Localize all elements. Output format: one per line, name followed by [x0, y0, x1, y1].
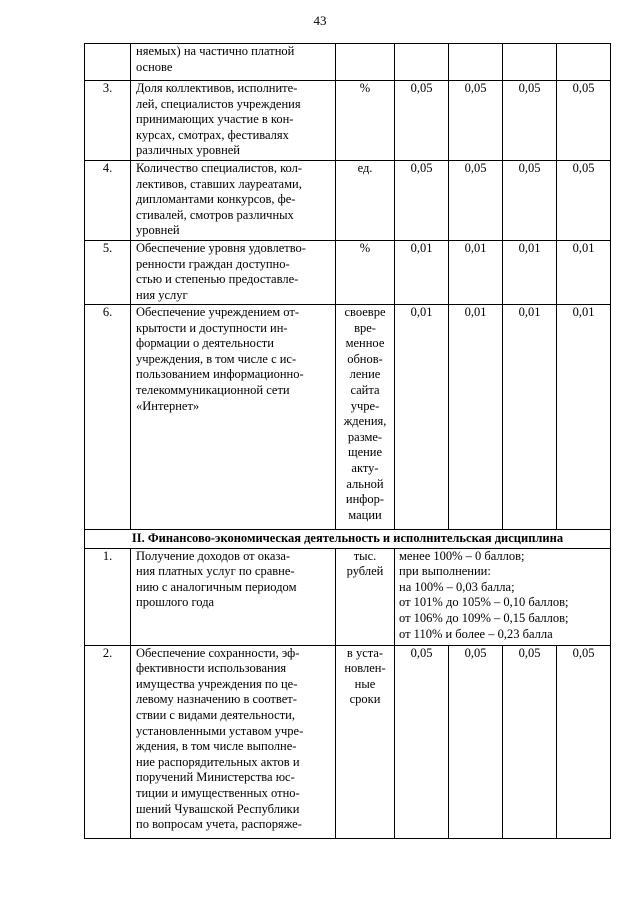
value-cell — [395, 44, 449, 81]
unit-cell: % — [336, 241, 395, 305]
value-cell — [449, 44, 503, 81]
unit-cell: в уста- новлен- ные сроки — [336, 645, 395, 838]
value-cell: 0,05 — [557, 161, 611, 241]
value-cell: 0,01 — [503, 305, 557, 530]
value-cell: 0,05 — [395, 645, 449, 838]
section-header-row — [85, 530, 611, 549]
row-number: 4. — [85, 161, 131, 241]
row-number: 6. — [85, 305, 131, 530]
row-number — [85, 44, 131, 81]
unit-cell: своевре вре- менное обнов- ление сайта учре- ждения, разме- щение акту- альной инфор- мации — [336, 305, 395, 530]
row-number: 2. — [85, 645, 131, 838]
row-number: 1. — [85, 548, 131, 645]
unit-cell: % — [336, 81, 395, 161]
value-cell: 0,01 — [449, 241, 503, 305]
table-row — [85, 161, 611, 241]
value-cell — [557, 44, 611, 81]
criterion-description: Обеспечение сохранности, эф- фективности использования имущества учреждения по це- левому назначению в соответ- ствии с видами деятельности, установленными уставом учре- ждения, в том числе выполне- ние распорядительных актов и поручений Министерства юс- тиции и имущественных отно- шений Чувашской Республики по вопросам учета, распоряже- — [131, 645, 336, 838]
score-scale: менее 100% – 0 баллов; при выполнении: на 100% – 0,03 балла; от 101% до 105% – 0,10 баллов; от 106% до 109% – 0,15 баллов; от 110% и более – 0,23 балла — [395, 548, 611, 645]
section-title: II. Финансово-экономическая деятельность и исполнительская дисциплина — [85, 530, 611, 549]
value-cell: 0,05 — [395, 81, 449, 161]
value-cell: 0,05 — [557, 645, 611, 838]
unit-cell: тыс. рублей — [336, 548, 395, 645]
table-row — [85, 548, 611, 645]
value-cell — [503, 44, 557, 81]
criterion-description: Получение доходов от оказа- ния платных услуг по сравне- нию с аналогичным периодом прошлого года — [131, 548, 336, 645]
value-cell: 0,05 — [557, 81, 611, 161]
table-row — [85, 645, 611, 838]
value-cell: 0,01 — [395, 241, 449, 305]
value-cell: 0,05 — [449, 161, 503, 241]
table-row — [85, 44, 611, 81]
row-number: 5. — [85, 241, 131, 305]
value-cell: 0,01 — [557, 241, 611, 305]
unit-cell — [336, 44, 395, 81]
value-cell: 0,05 — [449, 81, 503, 161]
value-cell: 0,05 — [503, 81, 557, 161]
criterion-description: няемых) на частично платной основе — [131, 44, 336, 81]
value-cell: 0,05 — [449, 645, 503, 838]
table-row — [85, 81, 611, 161]
table-row — [85, 241, 611, 305]
criterion-description: Количество специалистов, кол- лективов, ставших лауреатами, дипломантами конкурсов, фе- стивалей, смотров различных уровней — [131, 161, 336, 241]
value-cell: 0,05 — [503, 161, 557, 241]
row-number: 3. — [85, 81, 131, 161]
page-number: 43 — [313, 13, 327, 28]
table-row — [85, 305, 611, 530]
criterion-description: Обеспечение учреждением от- крытости и доступности ин- формации о деятельности учреждения, в том числе с ис- пользованием информационно- телекоммуникационной сети «Интернет» — [131, 305, 336, 530]
value-cell: 0,01 — [503, 241, 557, 305]
criterion-description: Обеспечение уровня удовлетво- ренности граждан доступно- стью и степенью предоставле- ния услуг — [131, 241, 336, 305]
value-cell: 0,05 — [395, 161, 449, 241]
value-cell: 0,05 — [503, 645, 557, 838]
value-cell: 0,01 — [557, 305, 611, 530]
criteria-table — [84, 43, 611, 839]
value-cell: 0,01 — [395, 305, 449, 530]
value-cell: 0,01 — [449, 305, 503, 530]
unit-cell: ед. — [336, 161, 395, 241]
criterion-description: Доля коллективов, исполните- лей, специалистов учреждения принимающих участие в кон- курсах, смотрах, фестивалях различных уровней — [131, 81, 336, 161]
